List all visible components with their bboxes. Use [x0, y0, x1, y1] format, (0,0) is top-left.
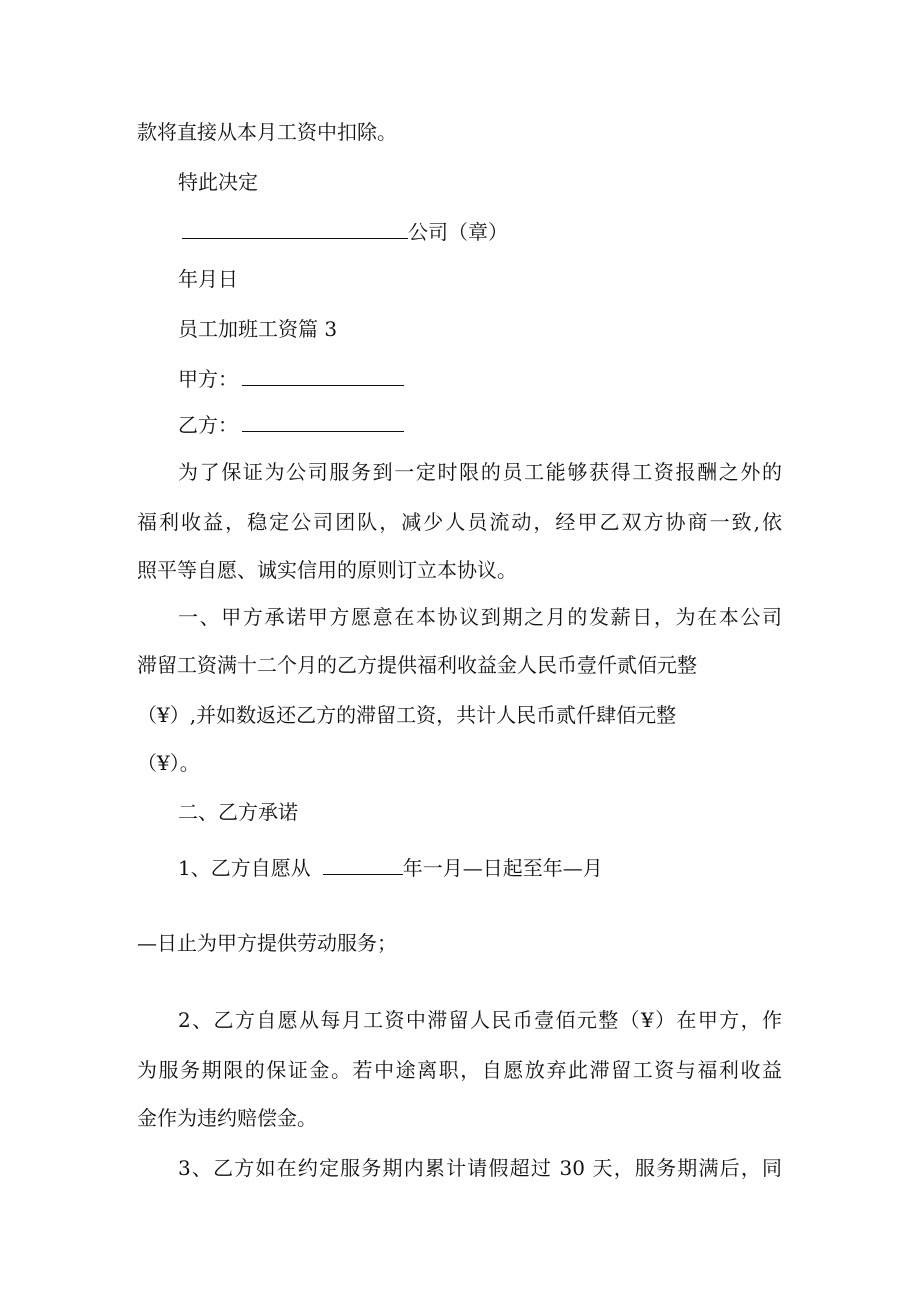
- clause-1-line: （¥）。: [137, 751, 200, 775]
- item-1-continued: —日止为甲方提供劳动服务；: [137, 931, 397, 955]
- company-seal-label: 公司（章）: [408, 220, 508, 244]
- item-2-line: 金作为违约赔偿金。: [137, 1106, 317, 1130]
- party-a-label: 甲方：: [178, 367, 238, 391]
- decision-line: 特此决定: [178, 170, 258, 194]
- section-heading: 员工加班工资篇 3: [178, 317, 338, 341]
- intro-line: 为了保证为公司服务到一定时限的员工能够获得工资报酬之外的: [178, 460, 782, 484]
- year-blank: [323, 856, 403, 875]
- party-b-line: [178, 410, 404, 440]
- clause-1-line: 一、甲方承诺甲方愿意在本协议到期之月的发薪日，为在本公司: [178, 605, 782, 629]
- intro-line: 照平等自愿、诚实信用的原则订立本协议。: [137, 558, 517, 582]
- item-2-line: 2、乙方自愿从每月工资中滞留人民币壹佰元整（¥）在甲方，作: [178, 1008, 782, 1032]
- clause-1-line: 滞留工资满十二个月的乙方提供福利收益金人民币壹仟贰佰元整: [137, 653, 697, 677]
- item-1-suffix: 年一月—日起至年—月: [402, 856, 603, 880]
- party-b-blank: [242, 413, 404, 432]
- item-1-line: [178, 853, 603, 883]
- clause-1-line: （¥）,并如数返还乙方的滞留工资，共计人民币贰仟肆佰元整: [137, 703, 677, 727]
- item-3-line: 3、乙方如在约定服务期内累计请假超过 30 天，服务期满后，同: [178, 1156, 782, 1180]
- date-line: 年月日: [178, 267, 238, 291]
- company-seal-line: [182, 217, 508, 247]
- paragraph-line: 款将直接从本月工资中扣除。: [137, 120, 397, 144]
- intro-line: 福利收益，稳定公司团队，减少人员流动，经甲乙双方协商一致,依: [137, 510, 782, 534]
- party-a-line: [178, 364, 404, 394]
- item-2-line: 为服务期限的保证金。若中途离职，自愿放弃此滞留工资与福利收益: [137, 1058, 782, 1082]
- party-a-blank: [242, 367, 404, 386]
- item-1-prefix: 1、乙方自愿从: [178, 856, 311, 880]
- party-b-label: 乙方：: [178, 413, 238, 437]
- clause-2-heading: 二、乙方承诺: [178, 800, 298, 824]
- company-name-blank: [182, 220, 408, 239]
